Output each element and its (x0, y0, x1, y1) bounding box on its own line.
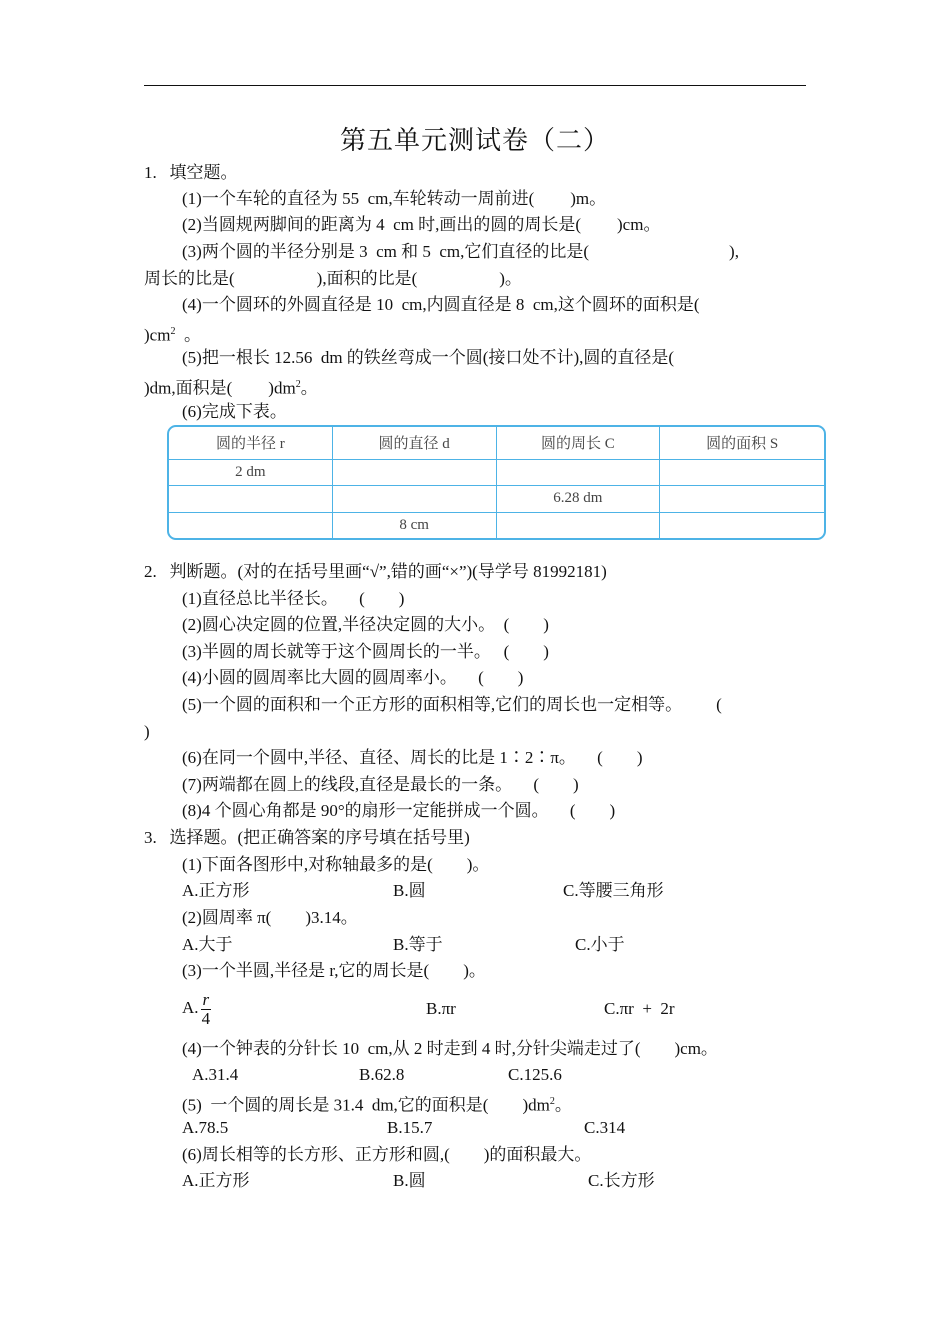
section-2-heading: 2. 判断题。(对的在括号里画“√”,错的画“×”)(导学号 81992181) (144, 562, 607, 581)
choice-q2: (2)圆周率 π( )3.14。 (182, 908, 358, 927)
table-row (169, 460, 824, 487)
circle-table (167, 425, 826, 540)
choice-q5-option-b: B.15.7 (387, 1118, 433, 1137)
judge-item: (2)圆心决定圆的位置,半径决定圆的大小。 ( ) (182, 615, 549, 634)
table-cell (497, 460, 661, 487)
choice-q5-option-a: A.78.5 (182, 1118, 229, 1137)
table-cell: 6.28 dm (497, 486, 661, 513)
fill-q3-line2: 周长的比是( ),面积的比是( )。 (144, 269, 522, 288)
choice-q1-option-c: C.等腰三角形 (563, 881, 664, 900)
judge-item: (3)半圆的周长就等于这个圆周长的一半。 ( ) (182, 642, 549, 661)
choice-q1: (1)下面各图形中,对称轴最多的是( )。 (182, 855, 490, 874)
choice-q6-option-b: B.圆 (393, 1171, 426, 1190)
table-header-cell: 圆的直径 d (333, 427, 497, 460)
fill-q5-line1: (5)把一根长 12.56 dm 的铁丝弯成一个圆(接口处不计),圆的直径是( (182, 348, 675, 367)
choice-q6: (6)周长相等的长方形、正方形和圆,( )的面积最大。 (182, 1145, 592, 1164)
choice-q2-option-b: B.等于 (393, 935, 443, 954)
table-header-cell: 圆的周长 C (497, 427, 661, 460)
table-cell (169, 486, 333, 513)
choice-q5: (5) 一个圆的周长是 31.4 dm,它的面积是( )$dm^2$。 (182, 1095, 572, 1115)
section-3-heading: 3. 选择题。(把正确答案的序号填在括号里) (144, 828, 470, 847)
choice-q3: (3)一个半圆,半径是 r,它的周长是( )。 (182, 961, 486, 980)
judge-item: (8)4 个圆心角都是 90°的扇形一定能拼成一个圆。 ( ) (182, 801, 616, 820)
table-row (169, 486, 824, 513)
table-cell (333, 486, 497, 513)
table-cell: 8 cm (333, 513, 497, 538)
choice-q2-option-c: C.小于 (575, 935, 625, 954)
choice-q4-option-c: C.125.6 (508, 1065, 562, 1084)
fill-q2: (2)当圆规两脚间的距离为 4 cm 时,画出的圆的周长是( )cm。 (182, 215, 661, 234)
choice-q3-option-a: A. $\frac{r}{4}$ (182, 989, 211, 1028)
choice-q3-option-b: B.πr (426, 999, 456, 1018)
table-cell (660, 513, 824, 538)
choice-q6-option-a: A.正方形 (182, 1171, 250, 1190)
judge-item: (7)两端都在圆上的线段,直径是最长的一条。 ( ) (182, 775, 579, 794)
fill-q5-line2: )dm,面积是( )$dm^2$。 (144, 378, 318, 398)
choice-q4-option-a: A.31.4 (192, 1065, 239, 1084)
table-row (169, 513, 824, 538)
judge-item: (1)直径总比半径长。 ( ) (182, 589, 405, 608)
table-cell: 2 dm (169, 460, 333, 487)
fill-q6: (6)完成下表。 (182, 402, 287, 421)
table-header-cell: 圆的面积 S (660, 427, 824, 460)
choice-q4-option-b: B.62.8 (359, 1065, 405, 1084)
table-cell (333, 460, 497, 487)
page-title: 第五单元测试卷（二） (339, 126, 610, 155)
fill-q4-line1: (4)一个圆环的外圆直径是 10 cm,内圆直径是 8 cm,这个圆环的面积是( (182, 295, 700, 314)
section-1-heading: 1. 填空题。 (144, 163, 238, 182)
choice-q3-option-c: C.πr + 2r (604, 999, 675, 1018)
choice-q2-option-a: A.大于 (182, 935, 233, 954)
judge-item: (6)在同一个圆中,半径、直径、周长的比是 1∶2∶π。 ( ) (182, 748, 643, 767)
table-cell (497, 513, 661, 538)
table-header-cell: 圆的半径 r (169, 427, 333, 460)
choice-q1-option-a: A.正方形 (182, 881, 250, 900)
table-header-row (169, 427, 824, 460)
choice-q1-option-b: B.圆 (393, 881, 426, 900)
judge-item-continuation: ) (144, 722, 150, 741)
table-cell (169, 513, 333, 538)
fill-q4-line2: )$cm^2$ 。 (144, 325, 201, 345)
fill-q3-line1: (3)两个圆的半径分别是 3 cm 和 5 cm,它们直径的比是( ), (182, 242, 739, 261)
top-rule (144, 85, 806, 86)
table-cell (660, 460, 824, 487)
judge-item: (4)小圆的圆周率比大圆的圆周率小。 ( ) (182, 668, 524, 687)
fill-q1: (1)一个车轮的直径为 55 cm,车轮转动一周前进( )m。 (182, 189, 607, 208)
table-cell (660, 486, 824, 513)
judge-item: (5)一个圆的面积和一个正方形的面积相等,它们的周长也一定相等。 ( (182, 695, 722, 714)
choice-q4: (4)一个钟表的分针长 10 cm,从 2 时走到 4 时,分针尖端走过了( )cm。 (182, 1039, 718, 1058)
fraction: $\frac{r}{4}$ (201, 989, 211, 1028)
choice-q5-option-c: C.314 (584, 1118, 626, 1137)
choice-q6-option-c: C.长方形 (588, 1171, 655, 1190)
